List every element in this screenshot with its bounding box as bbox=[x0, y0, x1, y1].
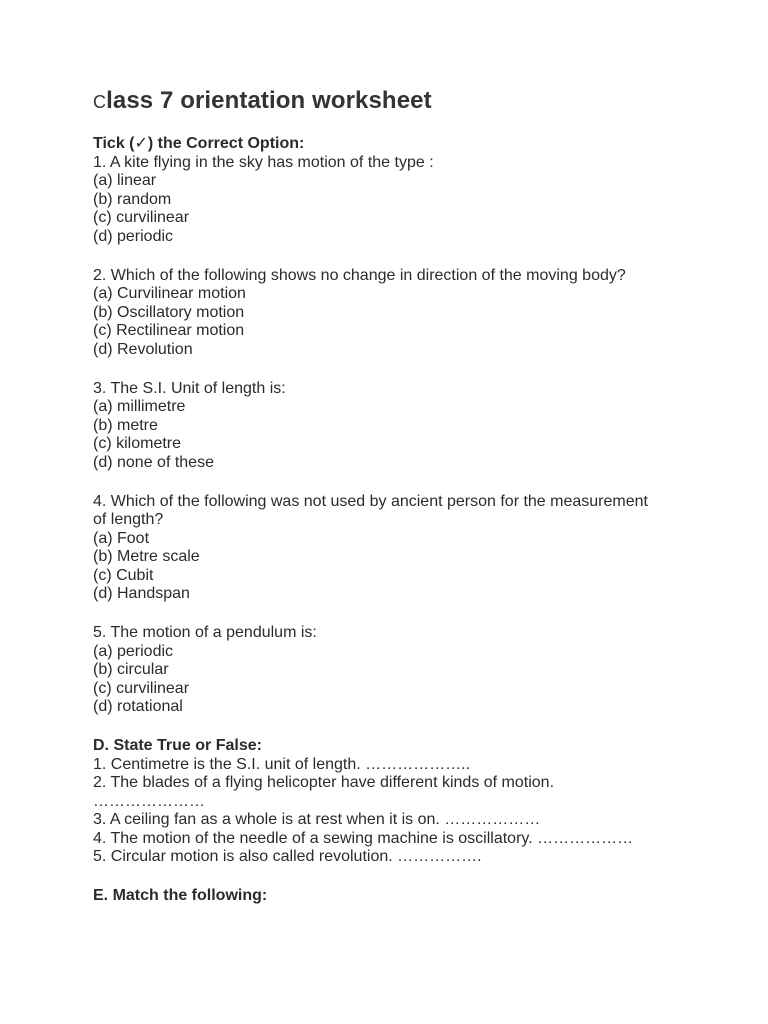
option: (b) random bbox=[93, 190, 172, 208]
statement: 3. A ceiling fan as a whole is at rest when it is on. ……………… bbox=[93, 811, 541, 828]
section-true-false bbox=[93, 737, 693, 867]
section-heading: Tick (✓) the Correct Option: bbox=[93, 135, 305, 152]
option: (b) metre bbox=[93, 416, 158, 434]
statement: 4. The motion of the needle of a sewing machine is oscillatory. ……………… bbox=[93, 829, 634, 847]
option: (c) curvilinear bbox=[93, 679, 190, 697]
option: (a) periodic bbox=[93, 642, 174, 660]
title-rest: lass 7 orientation worksheet bbox=[106, 87, 432, 114]
question-2 bbox=[93, 267, 693, 360]
option: (c) Cubit bbox=[93, 566, 154, 584]
question-text: 3. The S.I. Unit of length is: bbox=[93, 379, 286, 397]
option: (b) Metre scale bbox=[93, 548, 200, 565]
section-match bbox=[93, 887, 693, 906]
statement: 5. Circular motion is also called revolution. ……………. bbox=[93, 848, 482, 865]
worksheet-page bbox=[93, 86, 693, 906]
option: (c) kilometre bbox=[93, 435, 182, 452]
question-3 bbox=[93, 380, 693, 473]
option: (d) Revolution bbox=[93, 340, 193, 358]
section-heading: E. Match the following: bbox=[93, 887, 268, 904]
question-text: 4. Which of the following was not used by ancient person for the measurement bbox=[93, 492, 648, 510]
section-tick-correct-option bbox=[93, 135, 693, 717]
question-text: 5. The motion of a pendulum is: bbox=[93, 624, 317, 641]
option: (d) Handspan bbox=[93, 585, 190, 602]
option: (d) none of these bbox=[93, 453, 214, 471]
option: (d) rotational bbox=[93, 698, 183, 715]
option: (c) Rectilinear motion bbox=[93, 322, 245, 339]
question-1 bbox=[93, 154, 693, 247]
question-text: 1. A kite flying in the sky has motion of the type : bbox=[93, 153, 434, 171]
section-heading: D. State True or False: bbox=[93, 737, 262, 754]
option: (a) linear bbox=[93, 172, 157, 189]
option: (d) periodic bbox=[93, 227, 174, 245]
question-4 bbox=[93, 493, 693, 604]
option: (a) millimetre bbox=[93, 398, 186, 415]
page-title bbox=[93, 86, 693, 117]
question-text: of length? bbox=[93, 511, 164, 528]
option: (b) circular bbox=[93, 661, 169, 678]
option: (a) Curvilinear motion bbox=[93, 285, 246, 302]
option: (a) Foot bbox=[93, 529, 150, 547]
answer-blank: ………………… bbox=[93, 792, 205, 810]
option: (b) Oscillatory motion bbox=[93, 303, 245, 321]
question-5 bbox=[93, 624, 693, 717]
statement: 2. The blades of a flying helicopter have different kinds of motion. bbox=[93, 774, 555, 791]
option: (c) curvilinear bbox=[93, 209, 190, 226]
question-text: 2. Which of the following shows no change in direction of the moving body? bbox=[93, 266, 626, 284]
title-first-letter: C bbox=[93, 92, 107, 112]
statement: 1. Centimetre is the S.I. unit of length. ……………….. bbox=[93, 755, 471, 773]
